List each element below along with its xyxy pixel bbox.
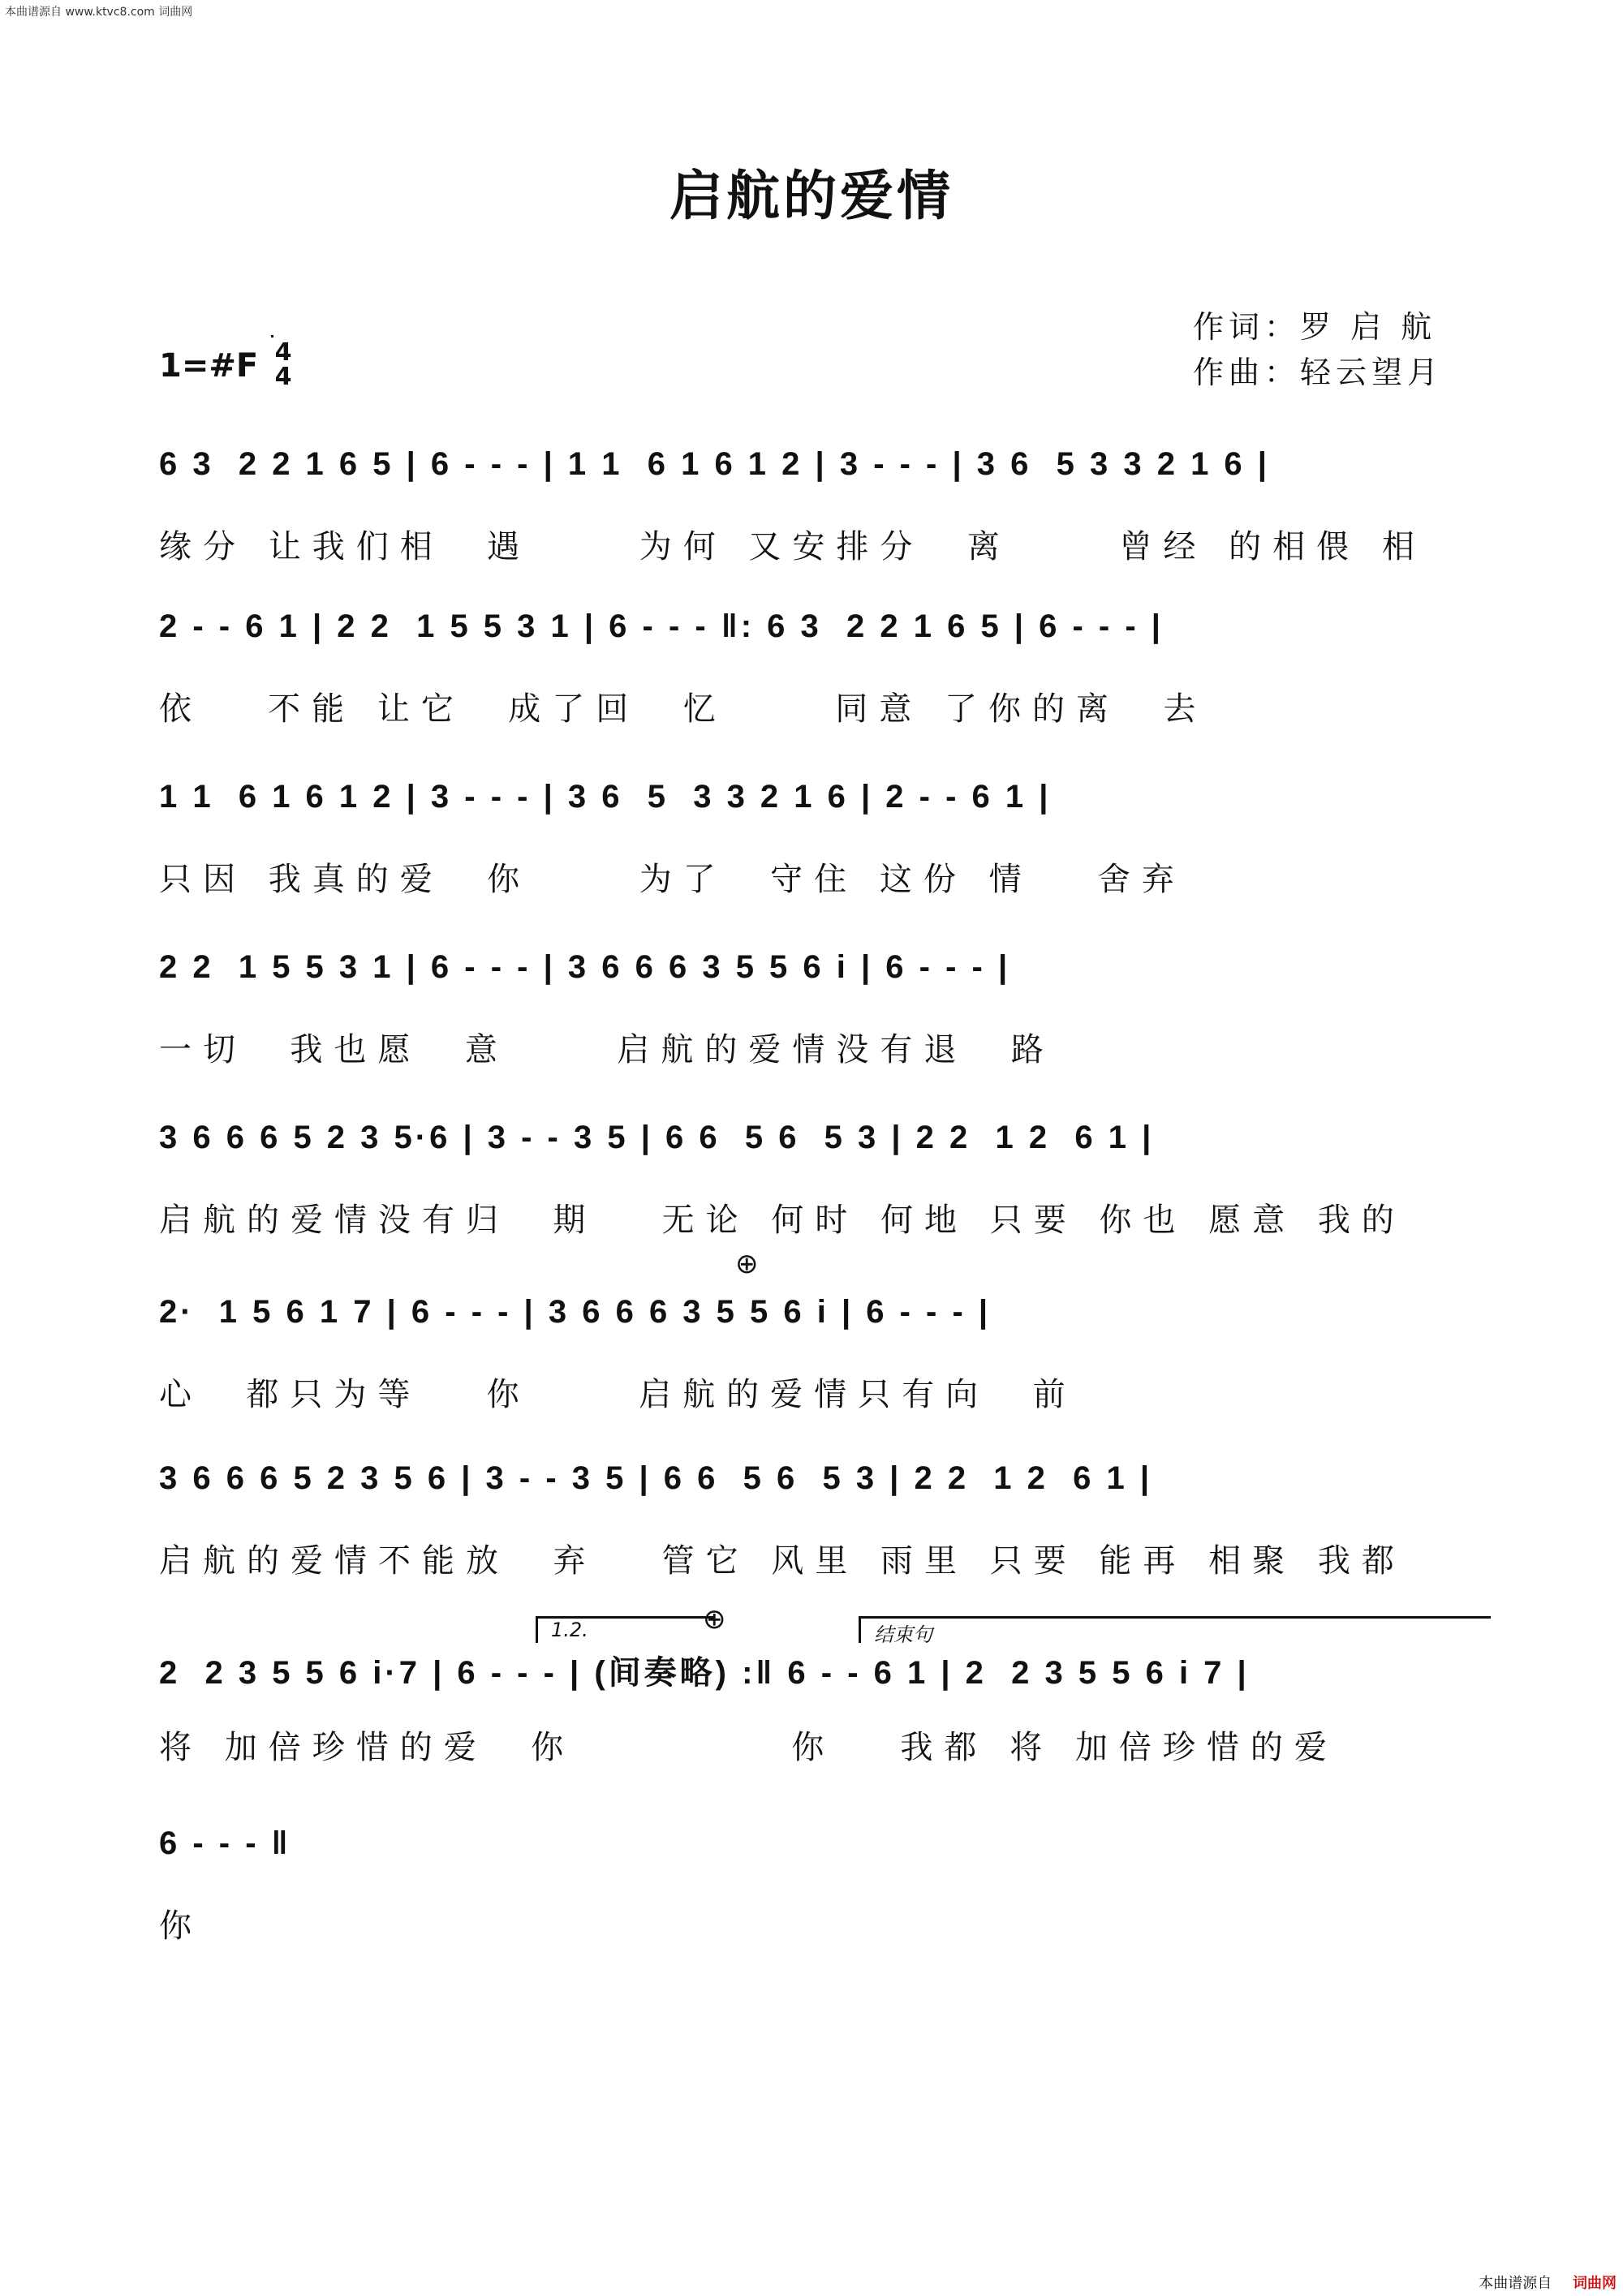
footer-watermark	[1479, 2272, 1617, 2293]
lyrics-text: 心 都只为等 你 启航的爱情只有向 前	[159, 1376, 1077, 1413]
coda-mark-2: ⊕	[703, 1603, 726, 1636]
lyrics-text: 你	[159, 1907, 203, 1945]
lyrics-text: 只因 我真的爱 你 为了 守住 这份 情 舍弃	[159, 861, 1186, 898]
lyrics-text: 启航的爱情不能放 弃 管它 风里 雨里 只要 能再 相聚 我都	[159, 1542, 1406, 1580]
coda-mark-1: ⊕	[735, 1248, 759, 1280]
notes-text: 6 3 2 2 1 6 5 | 6 - - - | 1 1 6 1 6 1 2 | 3 - - - | 3 6 5 3 3 2 1 6 |	[159, 446, 1270, 482]
notes-text: 6 - - - ‖	[159, 1825, 291, 1861]
ending-bracket: 结束句	[859, 1616, 1491, 1643]
lyrics-text: 依 不能 让它 成了回 忆 同意 了你的离 去	[159, 690, 1208, 728]
key-signature: 1=#F	[159, 347, 259, 385]
lyrics-text: 一切 我也愿 意 启航的爱情没有退 路	[159, 1031, 1055, 1068]
time-top: 4	[274, 338, 292, 367]
notes-text: 2 2 3 5 5 6 i·7 | 6 - - - | (间奏略) :‖ 6 - - 6 1 | 2 2 3 5 5 6 i 7 |	[159, 1655, 1250, 1691]
source-header: 本曲谱源自 www.ktvc8.com 词曲网	[5, 6, 193, 19]
footer-left: 本曲谱源自	[1479, 2275, 1552, 2292]
notes-text: 3 6 6 6 5 2 3 5·6 | 3 - - 3 5 | 6 6 5 6 5 3 | 2 2 1 2 6 1 |	[159, 1120, 1155, 1155]
footer-right: 词曲网	[1573, 2275, 1617, 2292]
composer: 作曲：轻云望月	[1193, 355, 1444, 390]
song-title: 启航的爱情	[669, 165, 954, 227]
notes-text: 2 - - 6 1 | 2 2 1 5 5 3 1 | 6 - - - ‖: 6 3 2 2 1 6 5 | 6 - - - |	[159, 608, 1164, 644]
lyrics-text: 启航的爱情没有归 期 无论 何时 何地 只要 你也 愿意 我的	[159, 1202, 1406, 1239]
notes-text: 3 6 6 6 5 2 3 5 6 | 3 - - 3 5 | 6 6 5 6 5 3 | 2 2 1 2 6 1 |	[159, 1460, 1153, 1496]
notes-text: 2· 1 5 6 1 7 | 6 - - - | 3 6 6 6 3 5 5 6 i | 6 - - - |	[159, 1294, 992, 1330]
lyricist: 作词：罗 启 航	[1193, 309, 1437, 345]
lyrics-text: 缘分 让我们相 遇 为何 又安排分 离 曾经 的相偎 相	[159, 528, 1426, 565]
time-signature	[271, 338, 295, 391]
time-bottom: 4	[274, 363, 292, 391]
notes-text: 1 1 6 1 6 1 2 | 3 - - - | 3 6 5 3 3 2 1 6 | 2 - - 6 1 |	[159, 779, 1052, 815]
notes-text: 2 2 1 5 5 3 1 | 6 - - - | 3 6 6 6 3 5 5 6 i | 6 - - - |	[159, 949, 1011, 985]
lyrics-text: 将 加倍珍惜的爱 你 你 我都 将 加倍珍惜的爱	[159, 1729, 1338, 1766]
volta-bracket: 1.2.	[536, 1616, 713, 1643]
